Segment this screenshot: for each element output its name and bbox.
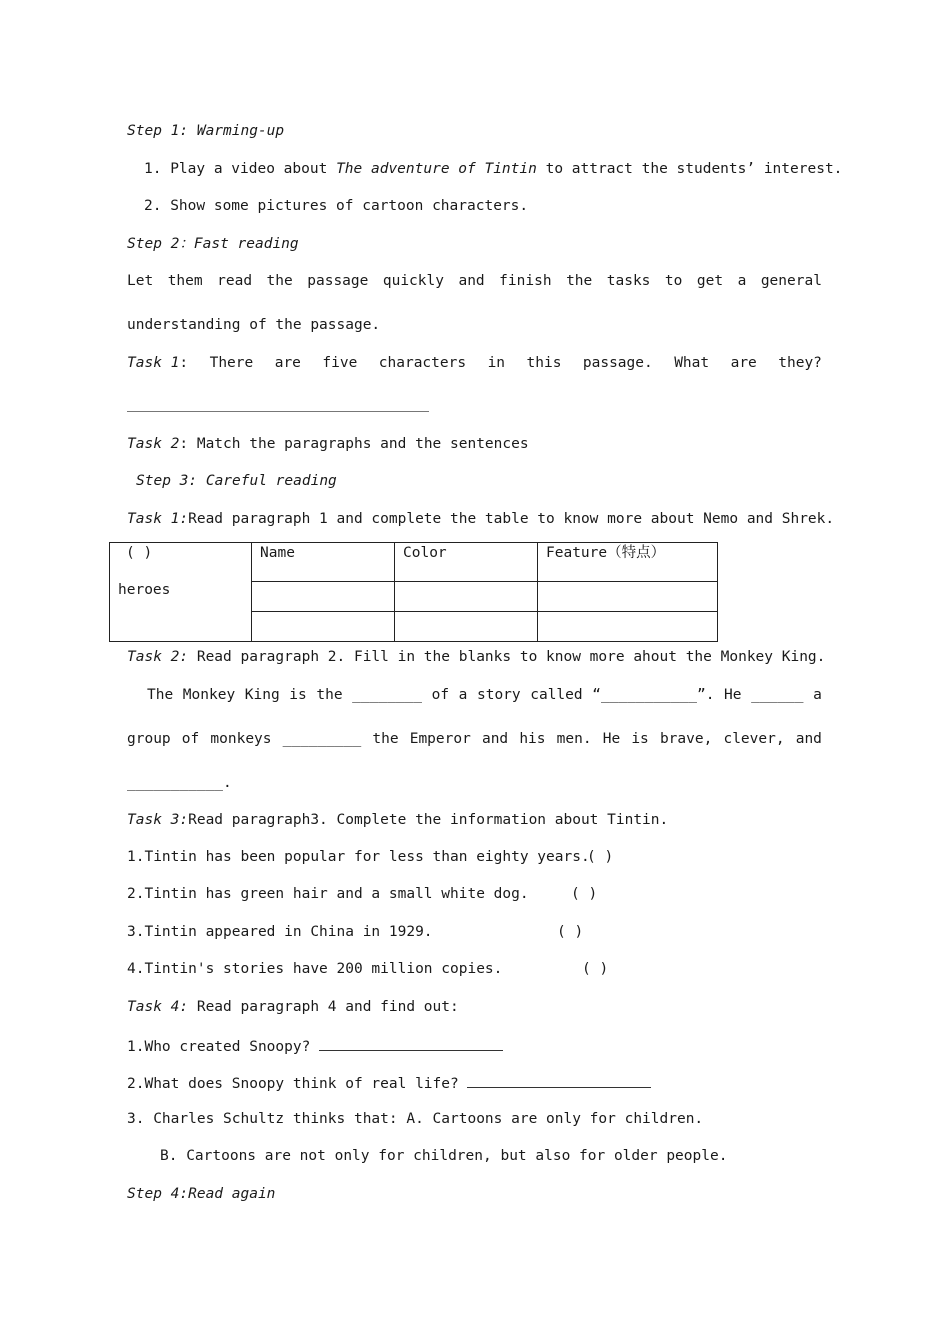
step3-task4 [127,997,459,1017]
instr1-word: general [760,273,822,289]
task1-word: : [179,355,189,371]
step3-task1-label: Task 1: [127,511,189,527]
fill1-word: ________ [352,687,422,703]
task1-word: five [322,355,358,371]
instr1-word: the [266,273,293,289]
step1-item-2: 2. Show some pictures of cartoon characters. [144,198,529,214]
tf-bracket-4[interactable]: ( ) [582,961,609,977]
question-3: 3. Charles Schultz thinks that: A. Cartoons are only for children. [127,1111,704,1127]
task1-word: in [487,355,506,371]
fill2-word: is [631,731,649,747]
task1-word: characters [378,355,467,371]
step3-task4-label: Task 4: [127,999,189,1015]
tf-bracket-1[interactable]: ( ) [587,849,614,865]
fill1-word: called [530,687,583,703]
fill2-word: and [481,731,509,747]
fill2-word: clever, [723,731,785,747]
item1-video-title: The adventure of Tintin [336,161,537,177]
fill-line-1 [147,685,822,705]
task1-word: are [730,355,757,371]
fill1-word: a [813,687,822,703]
item1-prefix: 1. Play a video about [144,161,337,177]
instr1-word: the [566,273,593,289]
header-name: Name [252,543,395,582]
task1-word: this [526,355,562,371]
bracket-blank: ( ) [126,545,153,561]
instr1-word: tasks [606,273,651,289]
instr1-word: to [664,273,683,289]
fill2-word: of [181,731,200,747]
fill2-word: and [795,731,822,747]
heroes-label: heroes [118,582,171,598]
task1-word: passage. [582,355,653,371]
instr1-word: a [737,273,747,289]
task2-text: : Match the paragraphs and the sentences [179,436,529,452]
fill2-word: He [602,731,621,747]
tf-item-3: 3.Tintin appeared in China in 1929. [127,924,433,940]
fill1-word: The [147,687,174,703]
fill-line-2 [127,729,822,749]
step3-task2-text: Read paragraph 2. Fill in the blanks to know more ahout the Monkey King. [188,649,826,665]
heroes-table [109,542,718,642]
instr1-word: quickly [382,273,444,289]
tf-item-2: 2.Tintin has green hair and a small white dog. [127,886,529,902]
fill1-word: the [316,687,343,703]
task1-word: There [209,355,254,371]
tf-bracket-3[interactable]: ( ) [557,924,584,940]
fill2-word: brave, [659,731,713,747]
fill2-word: the [372,731,399,747]
question-2-text: 2.What does Snoopy think of real life? [127,1076,459,1092]
instr1-word: finish [499,273,552,289]
fill1-word: story [476,687,521,703]
step2-instruction-line1 [127,271,822,291]
step3-heading: Step 3: Careful reading [136,473,337,489]
fill-line-3: ___________. [127,775,232,791]
task2-label: Task 2 [127,436,180,452]
table-cell[interactable] [395,612,538,642]
task1-word: What [674,355,710,371]
fill2-word: group [127,731,171,747]
step3-task2-label: Task 2: [127,649,189,665]
fill1-word: is [289,687,307,703]
fill1-word: “___________”. [592,687,715,703]
fill2-word: men. [556,731,592,747]
table-row-label [110,543,252,642]
step2-instruction-line2: understanding of the passage. [127,317,381,333]
tf-item-1: 1.Tintin has been popular for less than eighty years. [127,849,590,865]
fill1-word: of [431,687,450,703]
fill1-word: King [244,687,280,703]
step3-task3-text: Read paragraph3. Complete the information about Tintin. [188,812,669,828]
step2-heading: Step 2：Fast reading [127,236,299,252]
instr1-word: get [696,273,724,289]
step3-task4-text: Read paragraph 4 and find out: [188,999,459,1015]
table-cell[interactable] [252,582,395,612]
instr1-word: and [458,273,485,289]
step2-task2 [127,434,529,454]
instr1-word: passage [307,273,369,289]
step3-task1 [127,509,834,529]
step3-task3-label: Task 3: [127,812,189,828]
question-3-option-b: B. Cartoons are not only for children, but also for older people. [160,1148,728,1164]
table-cell[interactable] [538,582,718,612]
fill1-word: Monkey [182,687,236,703]
fill2-word: Emperor [409,731,471,747]
instr1-word: them [167,273,203,289]
step3-task3 [127,810,668,830]
table-cell[interactable] [538,612,718,642]
question-2 [127,1071,651,1094]
question-1-blank[interactable] [319,1034,503,1051]
step4-heading: Step 4:Read again [127,1186,276,1202]
step3-task2 [127,647,825,667]
answer-line [127,411,429,412]
instr1-word: Let [127,273,154,289]
table-cell[interactable] [395,582,538,612]
step1-heading: Step 1: Warming-up [127,123,285,139]
fill2-word: monkeys [210,731,272,747]
question-2-blank[interactable] [467,1071,651,1088]
tf-item-4: 4.Tintin's stories have 200 million copies. [127,961,503,977]
fill1-word: ______ [751,687,804,703]
fill2-word: _________ [282,731,362,747]
instr1-word: read [217,273,253,289]
fill1-word: He [724,687,742,703]
tf-bracket-2[interactable]: ( ) [571,886,598,902]
step2-task1 [127,353,822,373]
task1-label: Task 1 [127,355,180,371]
table-cell[interactable] [252,612,395,642]
header-color: Color [395,543,538,582]
fill1-word: a [458,687,468,703]
step1-item-1 [144,159,842,179]
item1-suffix: to attract the students’ interest. [536,161,843,177]
question-1 [127,1034,503,1057]
header-feature: Feature（特点） [538,543,718,582]
question-1-text: 1.Who created Snoopy? [127,1039,311,1055]
step3-task1-text: Read paragraph 1 and complete the table to know more about Nemo and Shrek. [188,511,835,527]
task1-word: they? [778,355,822,371]
fill2-word: his [519,731,546,747]
task1-word: are [274,355,301,371]
